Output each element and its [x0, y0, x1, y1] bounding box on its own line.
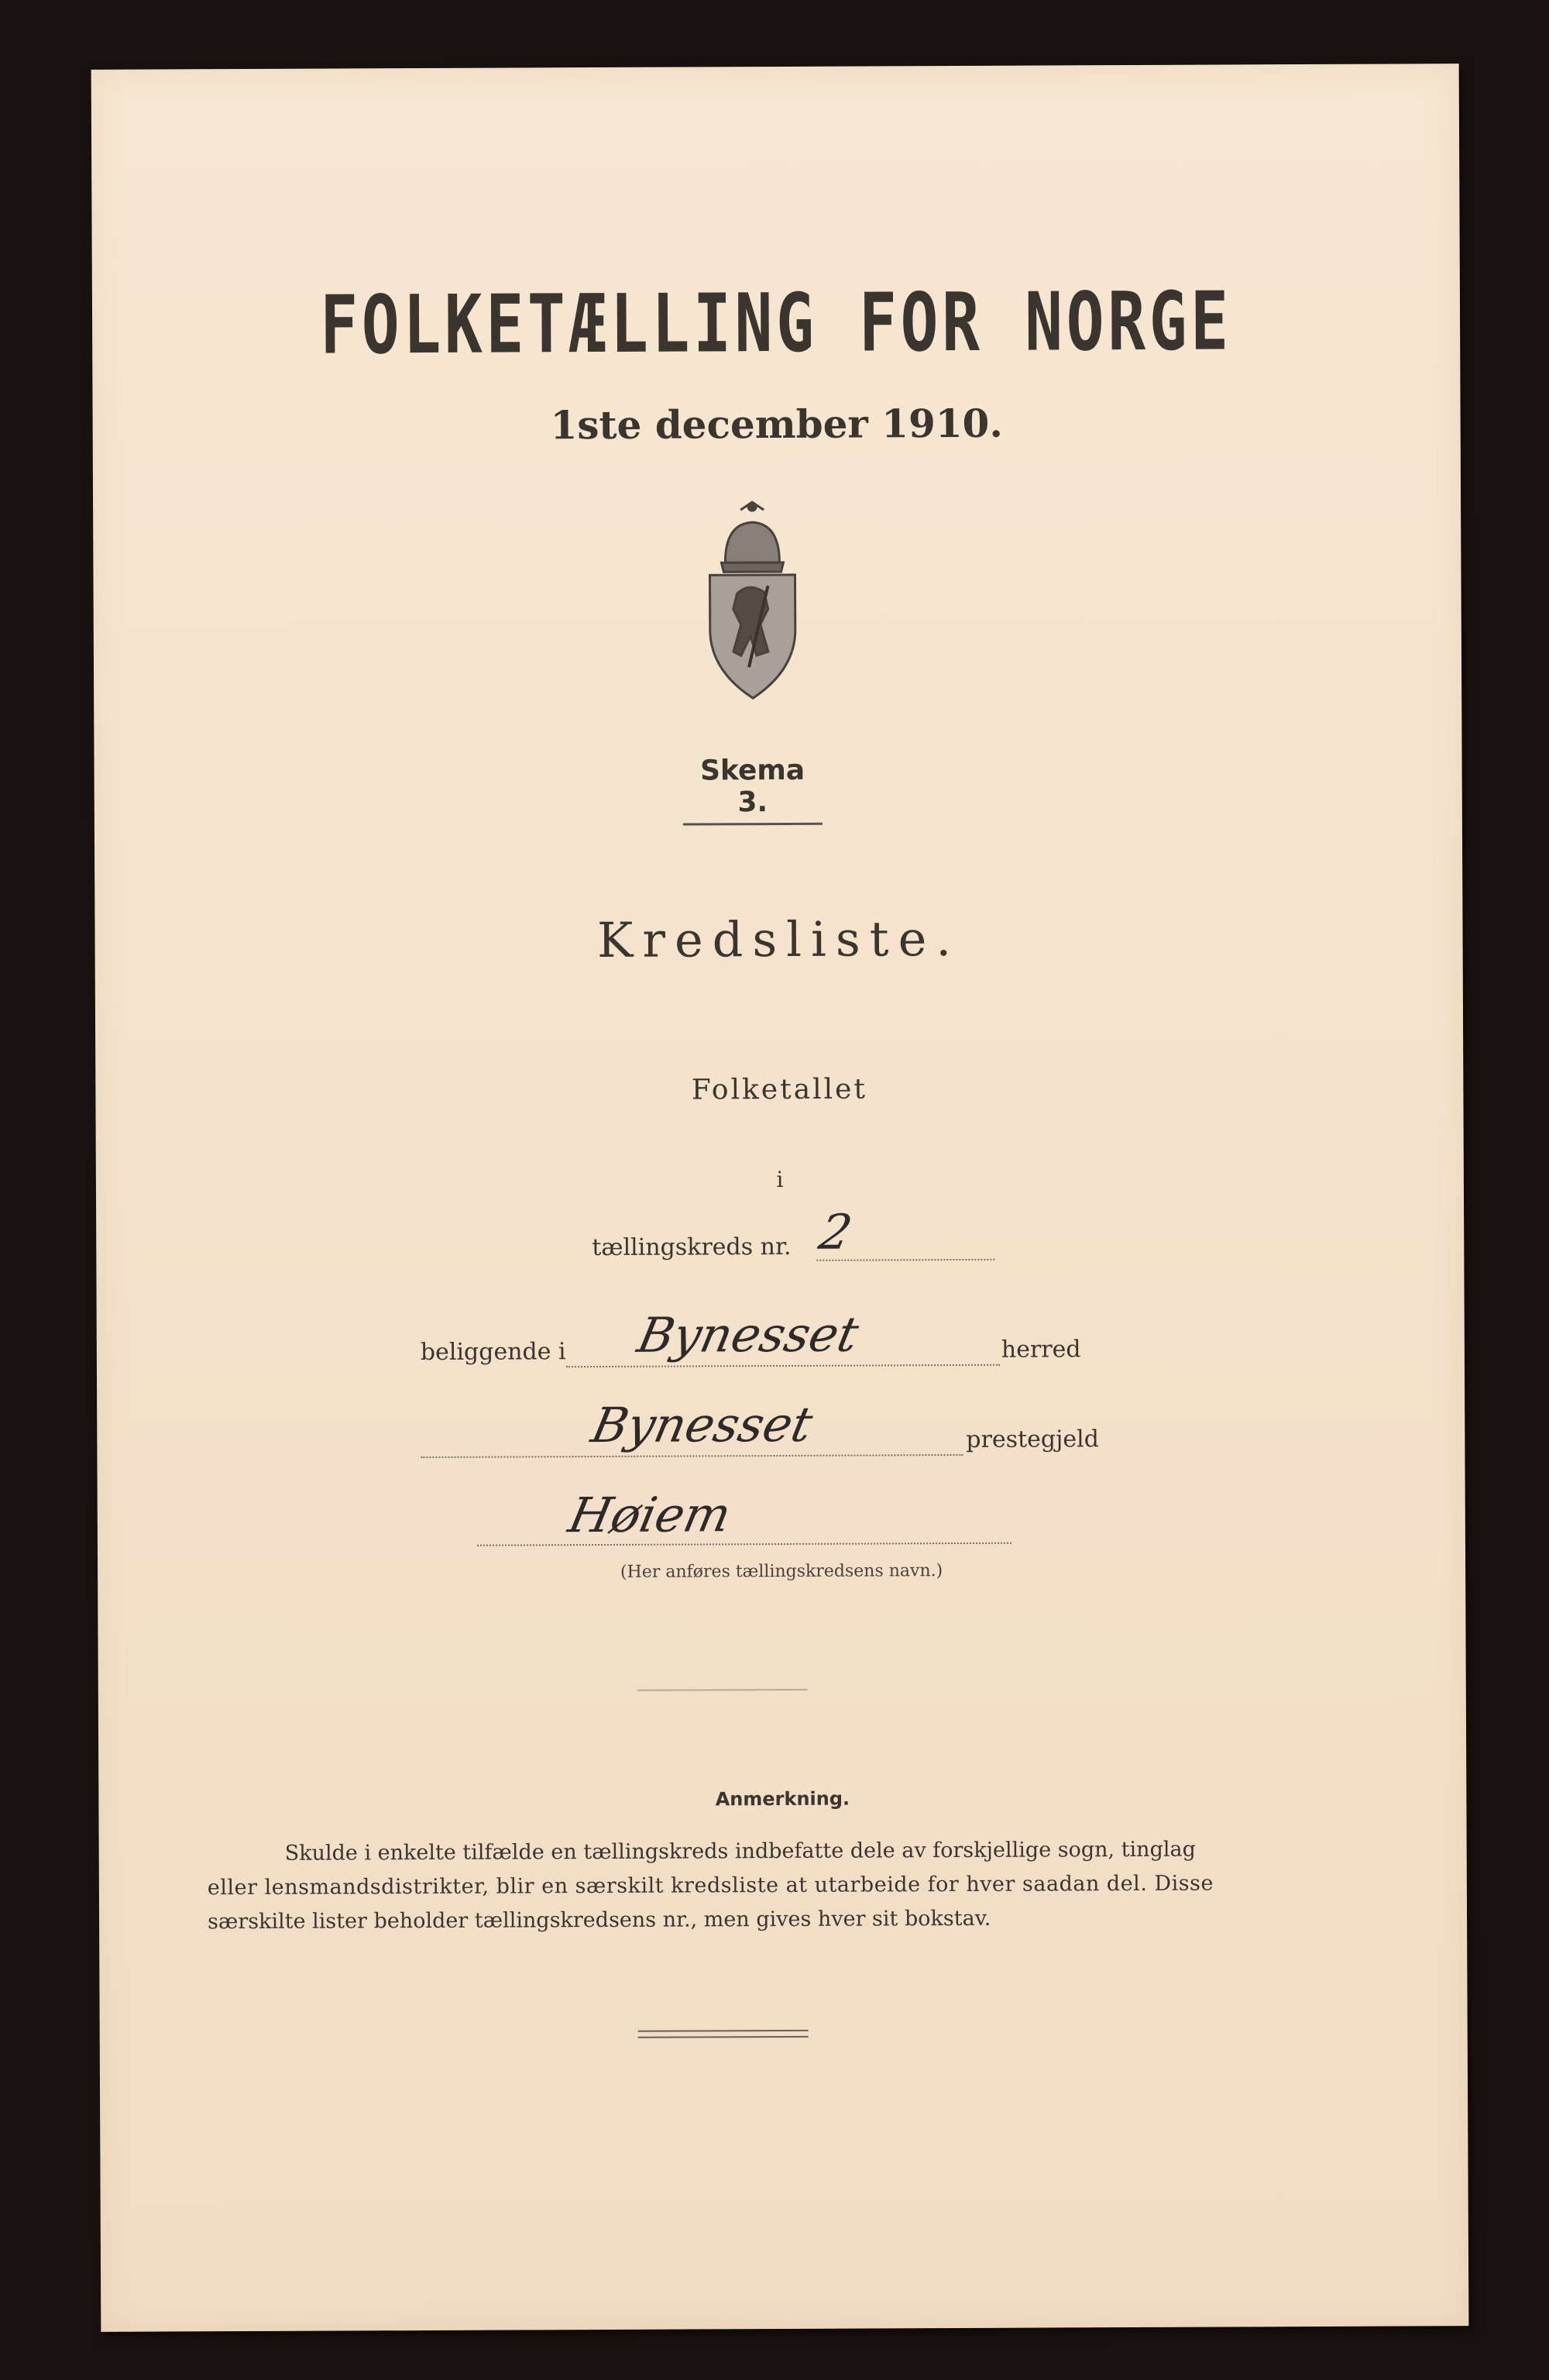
end-rule [638, 2036, 809, 2038]
district-name-value: Høiem [564, 1486, 737, 1544]
municipality-suffix: herred [1001, 1336, 1081, 1364]
remark-title: Anmerkning. [715, 1787, 850, 1811]
parish-line [421, 1454, 963, 1458]
document-heading: Kredsliste. [596, 910, 961, 969]
parish-suffix: prestegjeld [966, 1426, 1100, 1453]
census-form-page [91, 64, 1469, 2332]
parish-value: Bynesset [586, 1395, 818, 1454]
form-title: FOLKETÆLLING FOR NORGE [320, 273, 1233, 373]
district-name-note: (Her anføres tællingskredsens navn.) [620, 1561, 943, 1582]
located-label: beliggende i [420, 1338, 566, 1367]
remark-line: Skulde i enkelte tilfælde en tællingskreds indbefatte dele av forskjellige sogn, tinglag [284, 1837, 1196, 1866]
district-number: 2 [814, 1203, 857, 1261]
remark-paragraph [208, 1832, 1370, 1940]
end-rule [638, 2030, 809, 2032]
subheading: Folketallet [691, 1073, 867, 1106]
district-label: tællingskreds nr. [592, 1233, 792, 1262]
schema-number: Skema 3. [683, 755, 823, 826]
preposition: i [776, 1166, 784, 1193]
census-date: 1ste december 1910. [550, 400, 1003, 449]
municipality-value: Bynesset [633, 1305, 864, 1364]
norwegian-coat-of-arms-icon [694, 500, 811, 703]
district-name-line [477, 1543, 1011, 1546]
remark-line: eller lensmandsdistrikter, blir en særskilt kredsliste at utarbeide for hver saadan del. Disse [207, 1871, 1214, 1900]
remark-line: særskilte lister beholder tællingskredsens nr., men gives hver sit bokstav. [208, 1906, 991, 1935]
divider [637, 1689, 808, 1691]
municipality-line [566, 1364, 1000, 1367]
